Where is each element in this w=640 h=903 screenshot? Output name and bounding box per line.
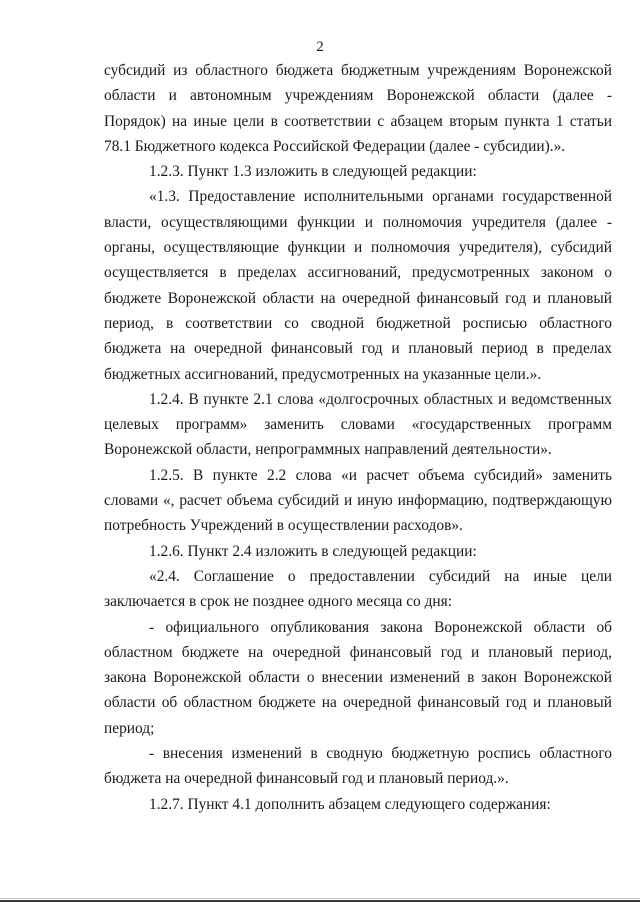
document-body bbox=[104, 58, 612, 817]
paragraph: субсидий из областного бюджета бюджетным учреждениям Воронежской области и автономным учреждениям Воронежской области (далее - Порядок) на иные цели в соответствии с абзацем вторым пункта 1 статьи 78.1 Бюджетного кодекса Российской Федерации (далее - субсидии).». bbox=[104, 62, 612, 155]
paragraph: «1.3. Предоставление исполнительными органами государственной власти, осуществляющими функции и полномочия учредителя (далее - органы, осуществляющие функции и полномочия учредителя), субсидий осуществляется в пределах ассигнований, предусмотренных законом о бюджете Воронежской области на очередной финансовый год и плановый период, в соответствии со сводной бюджетной росписью областного бюджета на очередной финансовый год и плановый период в пределах бюджетных ассигнований, предусмотренных на указанные цели.». bbox=[104, 188, 612, 383]
paragraph: - внесения изменений в сводную бюджетную роспись областного бюджета на очередной финансовый год и плановый период.». bbox=[104, 745, 612, 788]
paragraph: - официального опубликования закона Воронежской области об областном бюджете на очередной финансовый год и плановый период, закона Воронежской области о внесении изменений в закон Воронежской области об областном бюджете на очередной финансовый год и плановый период; bbox=[104, 618, 612, 737]
paragraph: 1.2.6. Пункт 2.4 изложить в следующей редакции: bbox=[149, 542, 477, 560]
paragraph: 1.2.3. Пункт 1.3 изложить в следующей редакции: bbox=[149, 163, 477, 181]
paragraph: 1.2.7. Пункт 4.1 дополнить абзацем следующего содержания: bbox=[149, 795, 551, 813]
page-number: 2 bbox=[316, 39, 324, 55]
scan-edge-shadow bbox=[0, 900, 640, 902]
paragraph: 1.2.4. В пункте 2.1 слова «долгосрочных областных и ведомственных целевых программ» заменить словами «государственных программ Воронежской области, непрограммных направлений деятельности». bbox=[104, 390, 612, 459]
paragraph: «2.4. Соглашение о предоставлении субсидий на иные цели заключается в срок не позднее одного месяца со дня: bbox=[104, 567, 612, 611]
paragraph: 1.2.5. В пункте 2.2 слова «и расчет объема субсидий» заменить словами «, расчет объема субсидий и иную информацию, подтверждающую потребность Учреждений в осуществлении расходов». bbox=[104, 466, 612, 535]
scan-edge-line bbox=[0, 898, 640, 899]
